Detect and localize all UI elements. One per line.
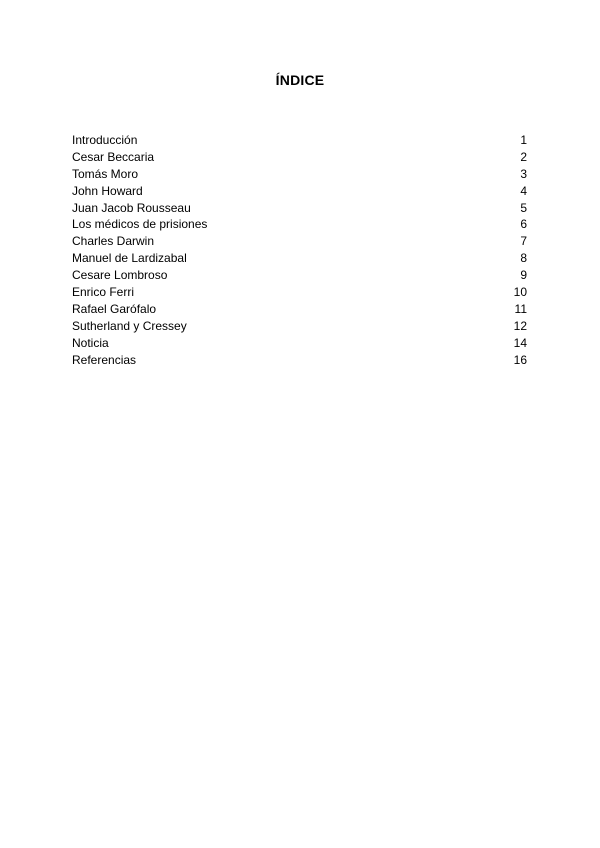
toc-entry-page: 16 (513, 352, 527, 367)
toc-entry-page: 14 (513, 335, 527, 350)
toc-entry-page: 3 (520, 166, 527, 181)
toc-entry-label: Juan Jacob Rousseau (72, 200, 191, 215)
toc-entry (72, 284, 528, 301)
toc-entry-page: 8 (520, 251, 527, 266)
toc-entry-page: 12 (513, 318, 527, 333)
toc-entry-page: 4 (520, 183, 527, 198)
toc-entry-label: Noticia (72, 335, 109, 350)
toc-entry (72, 233, 528, 250)
page-title: ÍNDICE (275, 72, 325, 88)
toc-entry-label: Rafael Garófalo (72, 301, 157, 316)
toc-entry-label: Cesare Lombroso (72, 268, 168, 283)
toc-entry-label: Introducción (72, 133, 138, 147)
toc-entry-page: 5 (520, 200, 527, 215)
toc-entry (72, 301, 528, 318)
toc-entry-page: 10 (513, 285, 527, 300)
toc-entry-label: Enrico Ferri (72, 285, 135, 300)
toc-entry (72, 166, 528, 183)
toc-entry-label: Cesar Beccaria (72, 149, 155, 164)
toc-entry-label: Tomás Moro (72, 166, 139, 181)
toc-entry-page: 7 (520, 234, 527, 249)
toc-entry-page: 1 (520, 133, 527, 147)
toc-entry (72, 335, 528, 352)
toc-entry (72, 132, 528, 149)
toc-entry-page: 2 (520, 149, 527, 164)
toc-entry (72, 149, 528, 166)
toc-entry-label: Charles Darwin (72, 234, 155, 249)
toc-entry (72, 183, 528, 200)
toc-entry (72, 250, 528, 267)
toc-entry-label: Los médicos de prisiones (72, 217, 208, 232)
toc-entry-page: 6 (520, 217, 527, 232)
toc-entry-page: 9 (520, 268, 527, 283)
table-of-contents (72, 132, 528, 368)
toc-entry (72, 216, 528, 233)
toc-entry (72, 200, 528, 217)
toc-entry (72, 267, 528, 284)
toc-entry-label: Sutherland y Cressey (72, 318, 187, 333)
toc-entry (72, 318, 528, 335)
toc-entry-label: Manuel de Lardizabal (72, 251, 187, 266)
toc-entry (72, 352, 528, 369)
toc-entry-label: John Howard (72, 183, 143, 198)
toc-entry-label: Referencias (72, 352, 137, 367)
toc-entry-page: 11 (514, 301, 527, 316)
